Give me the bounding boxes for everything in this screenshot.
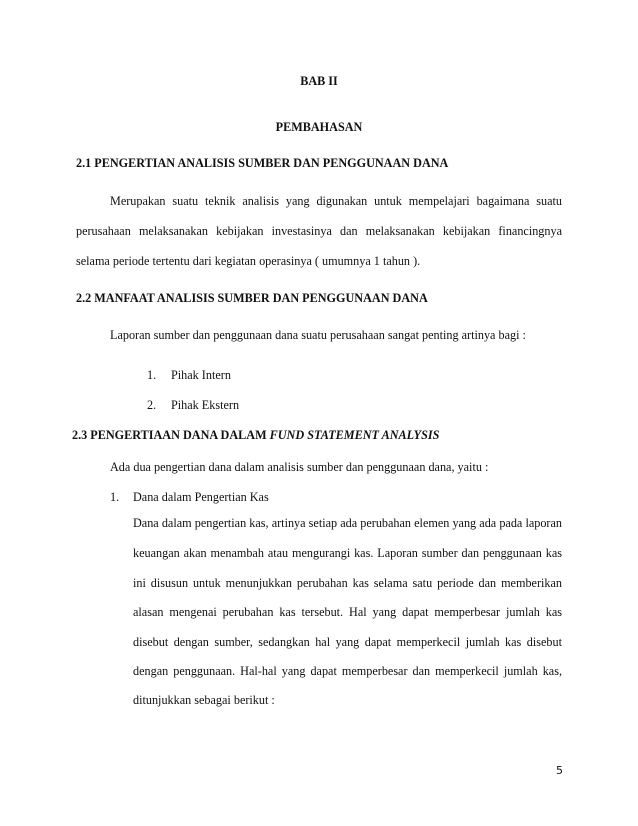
list-item-number: 1. (147, 368, 157, 382)
paragraph-line: Dana dalam pengertian kas, artinya setiap ada perubahan elemen yang ada pada laporan (133, 516, 562, 530)
section-heading-2-3 (72, 427, 439, 443)
list-item-title: Dana dalam Pengertian Kas (133, 490, 269, 504)
paragraph-line: ini disusun untuk menunjukkan perubahan kas selama satu periode dan memberikan (133, 576, 562, 590)
page-number: 5 (556, 764, 563, 777)
paragraph-line: disebut dengan sumber, sedangkan hal yang dapat memperkecil jumlah kas disebut (133, 635, 562, 649)
paragraph-line: selama periode tertentu dari kegiatan operasinya ( umumnya 1 tahun ). (76, 254, 421, 268)
paragraph-line: alasan mengenai perubahan kas tersebut. Hal yang dapat memperbesar jumlah kas (133, 605, 562, 619)
chapter-label: BAB II (300, 74, 338, 88)
list-item: Pihak Ekstern (171, 398, 240, 412)
section-heading-2-1: 2.1 PENGERTIAN ANALISIS SUMBER DAN PENGGUNAAN DANA (76, 156, 449, 170)
paragraph-line: dengan penggunaan. Hal-hal yang dapat memperbesar dan memperkecil jumlah kas, (133, 664, 562, 678)
list-item-number: 2. (147, 398, 157, 412)
section-heading-text: 2.3 PENGERTIAAN DANA DALAM (72, 428, 270, 442)
section-heading-2-2: 2.2 MANFAAT ANALISIS SUMBER DAN PENGGUNAAN DANA (76, 291, 428, 305)
section-heading-italic: FUND STATEMENT ANALYSIS (269, 428, 440, 442)
paragraph-line: keuangan akan menambah atau mengurangi kas. Laporan sumber dan penggunaan kas (133, 546, 562, 560)
paragraph-line: ditunjukkan sebagai berikut : (133, 693, 275, 707)
list-item: Pihak Intern (171, 368, 231, 382)
paragraph-line: Laporan sumber dan penggunaan dana suatu perusahaan sangat penting artinya bagi : (110, 328, 526, 342)
list-item-number: 1. (110, 490, 120, 504)
paragraph-line: Ada dua pengertian dana dalam analisis sumber dan penggunaan dana, yaitu : (110, 460, 489, 474)
paragraph-line: perusahaan melaksanakan kebijakan investasinya dan melaksanakan kebijakan financingnya (76, 224, 562, 238)
chapter-title: PEMBAHASAN (275, 120, 363, 134)
paragraph-line: Merupakan suatu teknik analisis yang digunakan untuk mempelajari bagaimana suatu (110, 194, 562, 208)
